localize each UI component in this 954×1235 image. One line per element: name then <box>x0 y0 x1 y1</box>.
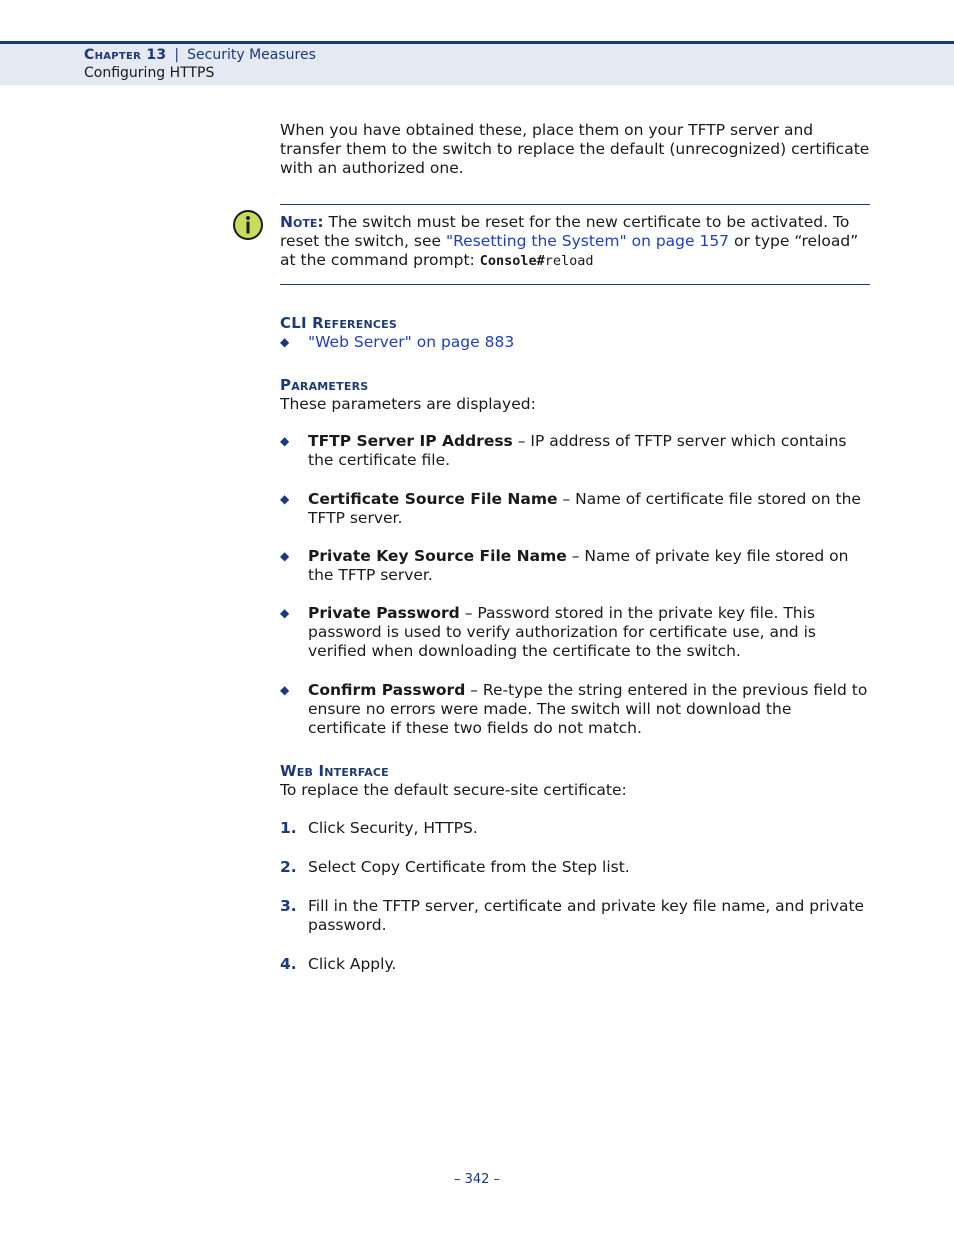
step-number: 1. <box>280 819 297 837</box>
section-title: Configuring HTTPS <box>84 65 215 81</box>
step-item <box>280 897 870 935</box>
step-number: 3. <box>280 897 297 915</box>
intro-paragraph: When you have obtained these, place them on your TFTP server and transfer them to the switch to replace the default (unrecognized) certificate with an authorized one. <box>280 121 870 177</box>
step-text: Click Apply. <box>308 955 397 973</box>
list-item <box>280 547 870 585</box>
chapter-title: Security Measures <box>187 47 316 63</box>
step-item <box>280 955 870 974</box>
param-term: Private Key Source File Name <box>308 547 567 565</box>
chapter-label: Chapter 13 <box>84 47 167 63</box>
info-icon <box>232 209 264 241</box>
step-number: 4. <box>280 955 297 973</box>
param-term: Private Password <box>308 604 460 622</box>
list-item <box>280 432 870 470</box>
cli-references-heading: CLI References <box>280 314 397 332</box>
step-text: Select Copy Certificate from the Step list. <box>308 858 630 876</box>
chapter-line <box>84 47 316 63</box>
param-desc: – Password stored in the private key file. This password is used to verify authorization for certificate use, and is verified when downloading the certificate to the switch. <box>308 604 816 660</box>
note-label: Note: <box>280 213 324 231</box>
header-separator: | <box>174 47 180 63</box>
console-prompt: Console# <box>479 253 545 269</box>
list-item <box>280 333 870 352</box>
resetting-system-link[interactable]: "Resetting the System" on page 157 <box>445 232 730 250</box>
web-interface-heading: Web Interface <box>280 762 389 780</box>
param-term: Certificate Source File Name <box>308 490 558 508</box>
page-number: – 342 – <box>453 1172 501 1187</box>
note-paragraph <box>280 213 870 271</box>
note-rule-bottom <box>280 284 870 285</box>
parameters-heading: Parameters <box>280 376 369 394</box>
diamond-bullet-icon: ◆ <box>280 606 290 620</box>
list-item <box>280 681 870 738</box>
note-rule-top <box>280 204 870 205</box>
diamond-bullet-icon: ◆ <box>280 683 290 697</box>
param-term: Confirm Password <box>308 681 466 699</box>
note-text-1: The switch must be reset for the new certificate to be activated. To reset the switch, see <box>280 213 850 250</box>
note-text-2: or type “reload” at the command prompt: <box>280 232 859 269</box>
diamond-bullet-icon: ◆ <box>280 335 290 349</box>
parameters-intro: These parameters are displayed: <box>280 395 536 413</box>
diamond-bullet-icon: ◆ <box>280 492 290 506</box>
param-desc: – IP address of TFTP server which contains the certificate file. <box>308 432 847 469</box>
param-desc: – Re-type the string entered in the previous field to ensure no errors were made. The switch will not download the certificate if these two fields do not match. <box>308 681 868 737</box>
param-term: TFTP Server IP Address <box>308 432 513 450</box>
reload-command: reload <box>544 253 594 269</box>
param-desc: – Name of certificate file stored on the TFTP server. <box>308 490 861 527</box>
list-item <box>280 604 870 661</box>
step-item <box>280 858 870 877</box>
step-number: 2. <box>280 858 297 876</box>
step-text: Click Security, HTTPS. <box>308 819 478 837</box>
running-header <box>0 41 954 85</box>
diamond-bullet-icon: ◆ <box>280 434 290 448</box>
web-server-link[interactable]: "Web Server" on page 883 <box>308 333 515 351</box>
step-item <box>280 819 870 838</box>
list-item <box>280 490 870 528</box>
web-interface-intro: To replace the default secure-site certificate: <box>280 781 627 799</box>
step-text: Fill in the TFTP server, certificate and private key file name, and private password. <box>308 897 865 934</box>
diamond-bullet-icon: ◆ <box>280 549 290 563</box>
param-desc: – Name of private key file stored on the TFTP server. <box>308 547 849 584</box>
